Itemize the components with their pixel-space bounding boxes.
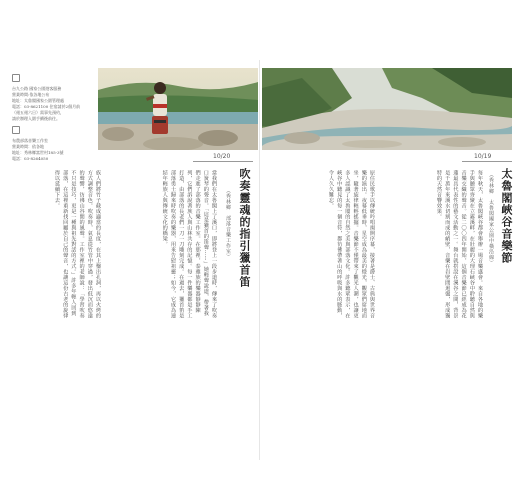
info-box-2-name: 布農部落音樂工作室 [12,138,48,143]
info-box-1 [12,74,96,122]
body-text-column: 族人們將竹子截成適當的長度，在其上鑿出孔洞，再以火烤的方式調整音色。吹奏時，氣息從竹管中穿過，發出低沉而悠遠的聲響，彷彿山谷間的風聲。工作室裡的老師說：「學習吹奏不只是技巧，更是一種與祖先對話的方式。」許多年輕人回到部落，在這裡重新找回屬於自己的聲音，也讓這份古老的旋律得以延續下去。 [53,170,101,319]
divider [462,161,512,162]
body-text-column: 每年秋天，太魯閣峽谷都會舉辦一場音樂盛會。來自各地的樂手與聽眾齊聚在立霧溪畔，在壯麗的大理石峽谷中聆聽自然與音樂交織的聲音。從二〇〇四年開始，這個音樂節已經成為花蓮最具代表性的藝文活動之一。舞台就搭設在溪谷之間，背景是千萬年來溪水切割而成的峭壁，音樂在岩壁間迴盪，形成獨特的天然音響效果。 [435,170,483,319]
page-number: 10/20 [213,153,231,160]
right-page [262,60,512,460]
info-box-2 [12,126,96,162]
article-title: 吹奏靈魂的指引獵首笛 [238,168,251,288]
house-icon [12,126,20,134]
info-box-1-line: 電話：03-8621100 住宿請於2個月前 [12,104,81,109]
photo-taroko-gorge [262,68,512,150]
info-box-2-line: 地址：秀林鄉富世村185-3號 [12,150,64,155]
info-box-2-line: 電話：03-8264050 [12,156,49,161]
article-subtitle: （秀林鄉 部落音樂工作室） [225,188,231,260]
divider [193,161,253,162]
photo-musician-by-river [98,68,258,150]
info-box-1-line: 地址：太魯閣國家公園管理處 [12,98,64,103]
left-page [8,60,258,460]
page-gutter [259,60,260,460]
info-box-1-name: 台九公路 國家公園遊客服務 [12,86,62,91]
info-box-1-line: 營業時間:依各地公布 [12,92,50,97]
info-box-1-line: （週五週六日）需事先預約， [12,110,64,115]
body-text-column: 當我們在太魯閣上了溪口，即將登上一段步道時，傳來了吹奏口簧琴的聲音。「這是獵首的笛聲……」她輕聲說道，帶著我們走進了部落的音樂工作室。在那裡，泰雅族的樂器靜靜陳列，它們訴說著族人與山林共存的記憶。每一件樂器都是手工打造，由部落的長老們一刀一刀雕刻完成。在過去，獵首笛是部落勇士歸來時吹奏的樂器，用來告慰祖靈；如今，它成為連結年輕族人與傳統文化的橋梁。 [161,170,217,319]
article-title: 太魯閣峽谷音樂節 [500,168,513,264]
info-box-1-line: 請於辦理入園手續後前往。 [12,116,60,121]
house-icon [12,74,20,82]
info-box-2-line: 營業時間：依各地 [12,144,44,149]
body-text-column: 原住民歌手以傳統吟唱揭開序幕，接著是爵士、古典與世界音樂的演出。夜幕低垂時，星空成為最美的燈光，觀眾們席地而坐，隨著旋律輕輕搖擺。音樂節不僅帶來了觀光人潮，也讓更多人認識了太魯閣的自然之美與部落文化。許多聽眾表示，在峽谷中聽見的每一個音符，都彷彿帶著山的呼吸與水的脈動，令人久久難忘。 [327,170,375,319]
page-number: 10/19 [474,153,492,160]
article-subtitle: （秀林鄉 太魯閣國家公園中橫沿線） [488,172,494,266]
